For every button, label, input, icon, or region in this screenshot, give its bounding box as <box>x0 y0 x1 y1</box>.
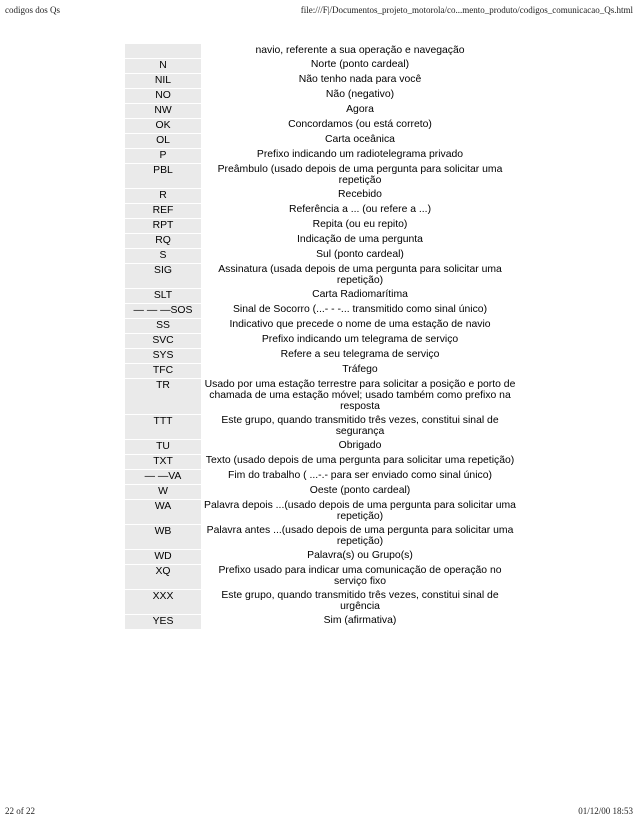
table-row <box>125 348 519 363</box>
meaning-cell: Fim do trabalho ( ...-.- para ser enviado como sinal único) <box>228 470 492 481</box>
code-cell: XQ <box>125 564 201 589</box>
table-row <box>125 589 519 614</box>
code-cell: — —VA <box>125 469 201 484</box>
table-row <box>125 549 519 564</box>
meaning-cell: Indicativo que precede o nome de uma estação de navio <box>229 319 491 330</box>
meaning-cell: Sul (ponto cardeal) <box>316 249 404 260</box>
table-row <box>125 484 519 499</box>
code-cell: SIG <box>125 263 201 288</box>
table-row <box>125 188 519 203</box>
table-row <box>125 414 519 439</box>
code-cell: R <box>125 188 201 203</box>
meaning-cell: Texto (usado depois de uma pergunta para solicitar uma repetição) <box>205 455 515 466</box>
table-row <box>125 564 519 589</box>
code-cell: RPT <box>125 218 201 233</box>
code-cell: TU <box>125 439 201 454</box>
code-cell: OL <box>125 133 201 148</box>
table-row <box>125 233 519 248</box>
code-cell: NW <box>125 103 201 118</box>
code-cell: WD <box>125 549 201 564</box>
code-cell: PBL <box>125 163 201 188</box>
code-cell: REF <box>125 203 201 218</box>
meaning-cell: Agora <box>346 104 374 115</box>
codes-table <box>125 44 519 630</box>
code-cell: SLT <box>125 288 201 303</box>
code-cell: — — —SOS <box>125 303 201 318</box>
meaning-cell: Carta oceânica <box>325 134 395 145</box>
table-row <box>125 318 519 333</box>
codes-table-body <box>125 44 519 629</box>
table-row <box>125 499 519 524</box>
meaning-cell: Prefixo indicando um radiotelegrama privado <box>256 149 464 160</box>
meaning-cell: Tráfego <box>342 364 378 375</box>
meaning-cell: Sinal de Socorro (...- - -... transmitido como sinal único) <box>232 304 488 315</box>
meaning-cell: Concordamos (ou está correto) <box>288 119 432 130</box>
code-cell: YES <box>125 614 201 629</box>
table-row <box>125 333 519 348</box>
code-cell: NO <box>125 88 201 103</box>
meaning-cell: Prefixo indicando um telegrama de serviço <box>261 334 459 345</box>
code-cell: TXT <box>125 454 201 469</box>
meaning-cell: Assinatura (usada depois de uma pergunta para solicitar uma repetição) <box>218 264 502 286</box>
table-row <box>125 288 519 303</box>
code-cell: NIL <box>125 73 201 88</box>
meaning-cell: Repita (ou eu repito) <box>312 219 408 230</box>
code-cell: SVC <box>125 333 201 348</box>
print-timestamp: 01/12/00 18:53 <box>578 806 633 816</box>
code-cell: N <box>125 58 201 73</box>
meaning-cell: Palavra antes ...(usado depois de uma pergunta para solicitar uma repetição) <box>206 525 514 547</box>
meaning-cell: Sim (afirmativa) <box>323 615 397 626</box>
table-row <box>125 148 519 163</box>
code-cell: XXX <box>125 589 201 614</box>
code-cell: S <box>125 248 201 263</box>
table-row <box>125 218 519 233</box>
meaning-cell: Indicação de uma pergunta <box>297 234 423 245</box>
meaning-cell: Prefixo usado para indicar uma comunicação de operação no serviço fixo <box>218 565 502 587</box>
meaning-cell: Usado por uma estação terrestre para solicitar a posição e porto de chamada de uma estação móvel; usado também como prefixo na resposta <box>204 379 516 412</box>
code-cell: WB <box>125 524 201 549</box>
meaning-cell: Oeste (ponto cardeal) <box>309 485 411 496</box>
table-row <box>125 103 519 118</box>
meaning-cell: Palavra(s) ou Grupo(s) <box>307 550 413 561</box>
code-cell: TR <box>125 378 201 414</box>
print-header <box>0 5 638 19</box>
meaning-cell: navio, referente a sua operação e navegação <box>255 45 465 56</box>
code-cell: TFC <box>125 363 201 378</box>
meaning-cell: Recebido <box>338 189 382 200</box>
table-row <box>125 118 519 133</box>
file-url: file:///F|/Documentos_projeto_motorola/co...mento_produto/codigos_comunicacao_Qs.html <box>300 5 633 15</box>
meaning-cell: Não (negativo) <box>325 89 395 100</box>
code-cell: SS <box>125 318 201 333</box>
meaning-cell: Preâmbulo (usado depois de uma pergunta para solicitar uma repetição <box>217 164 503 186</box>
table-row <box>125 454 519 469</box>
meaning-cell: Carta Radiomarítima <box>312 289 408 300</box>
meaning-cell: Este grupo, quando transmitido três vezes, constitui sinal de segurança <box>221 415 499 437</box>
table-row <box>125 439 519 454</box>
code-cell: W <box>125 484 201 499</box>
table-row <box>125 524 519 549</box>
table-row <box>125 44 519 58</box>
table-row <box>125 133 519 148</box>
meaning-cell: Norte (ponto cardeal) <box>310 59 410 70</box>
code-cell: RQ <box>125 233 201 248</box>
page-title: codigos dos Qs <box>5 5 61 15</box>
table-row <box>125 303 519 318</box>
table-row <box>125 163 519 188</box>
page-number: 22 of 22 <box>5 806 35 816</box>
print-footer <box>0 806 638 820</box>
meaning-cell: Este grupo, quando transmitido três vezes, constitui sinal de urgência <box>221 590 499 612</box>
meaning-cell: Referência a ... (ou refere a ...) <box>288 204 432 215</box>
code-cell: OK <box>125 118 201 133</box>
code-cell <box>125 44 201 58</box>
meaning-cell: Não tenho nada para você <box>298 74 422 85</box>
table-row <box>125 363 519 378</box>
table-row <box>125 58 519 73</box>
table-row <box>125 203 519 218</box>
table-row <box>125 73 519 88</box>
table-row <box>125 88 519 103</box>
meaning-cell: Refere a seu telegrama de serviço <box>280 349 440 360</box>
code-cell: WA <box>125 499 201 524</box>
table-row <box>125 248 519 263</box>
table-row <box>125 469 519 484</box>
code-cell: P <box>125 148 201 163</box>
meaning-cell: Palavra depois ...(usado depois de uma pergunta para solicitar uma repetição) <box>204 500 516 522</box>
code-cell: TTT <box>125 414 201 439</box>
table-row <box>125 263 519 288</box>
meaning-cell: Obrigado <box>338 440 382 451</box>
code-cell: SYS <box>125 348 201 363</box>
table-row <box>125 378 519 414</box>
table-row <box>125 614 519 629</box>
